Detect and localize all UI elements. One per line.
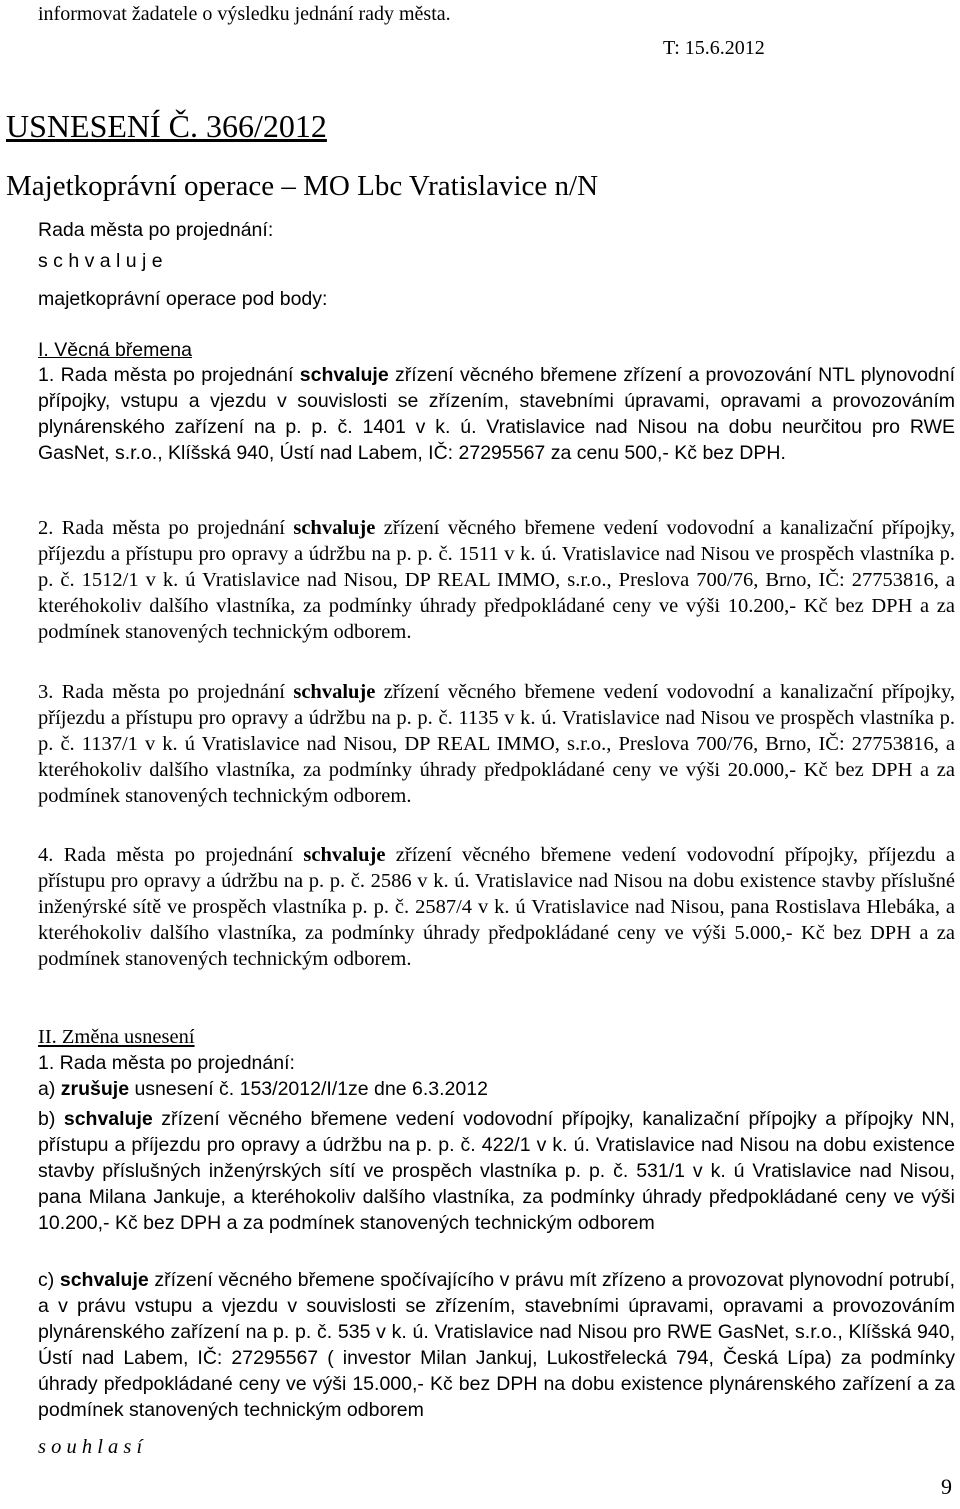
section1-heading: I. Věcná břemena: [38, 339, 192, 361]
clause-body: usnesení č. 153/2012/I/1ze dne 6.3.2012: [129, 1078, 488, 1100]
item-num: 1.: [38, 364, 55, 386]
item-num: 4.: [38, 844, 54, 866]
item-num: 3.: [38, 681, 54, 703]
item-verb: schvaluje: [303, 844, 386, 866]
item-pre: Rada města po projednání: [61, 517, 294, 539]
approves-verb: s c h v a l u j e: [38, 250, 163, 272]
item-pre: Rada města po projednání: [63, 844, 304, 866]
item-body: zřízení věcného břemene vedení vodovodní a kanalizační přípojky, příjezdu a přístupu pro opravy a údržbu na p. p. č. 1511 v k. ú. Vratislavice nad Nisou ve prospěch vlastníka p. p. č. 1512/1 v k. ú Vratislavice nad Nisou, DP REAL IMMO, s.r.o., Preslova 700/76, Brno, IČ: 27753816, a kteréhokoliv dalšího vlastníka, za podmínky úhrady předpokládané ceny ve výši 10.200,- Kč bez DPH a za podmínek stanovených technickým odborem.: [38, 517, 955, 643]
section2-intro: 1. Rada města po projednání:: [38, 1052, 295, 1074]
page-number: 9: [941, 1474, 952, 1499]
item-2: [38, 515, 955, 645]
item-verb: schvaluje: [293, 517, 376, 539]
clause-label: c): [38, 1269, 60, 1291]
item-pre: Rada města po projednání: [60, 364, 300, 386]
clause-verb: schvaluje: [59, 1269, 149, 1291]
clause-c: [38, 1267, 955, 1423]
clause-label: b): [38, 1108, 64, 1130]
item-num: 2.: [38, 517, 54, 539]
item-verb: schvaluje: [299, 364, 389, 386]
clause-a: [38, 1076, 955, 1102]
clause-b: [38, 1106, 955, 1236]
operations-intro: majetkoprávní operace pod body:: [38, 288, 328, 310]
deadline: T: 15.6.2012: [663, 37, 765, 59]
item-4: [38, 842, 955, 972]
item-body: zřízení věcného břemene vedení vodovodní a kanalizační přípojky, příjezdu a přístupu pro opravy a údržbu na p. p. č. 1135 v k. ú. Vratislavice nad Nisou ve prospěch vlastníka p. p. č. 1137/1 v k. ú Vratislavice nad Nisou, DP REAL IMMO, s.r.o., Preslova 700/76, Brno, IČ: 27753816, a kteréhokoliv dalšího vlastníka, za podmínky úhrady předpokládané ceny ve výši 20.000,- Kč bez DPH a za podmínek stanovených technickým odborem.: [38, 681, 955, 807]
item-3: [38, 679, 955, 809]
item-1: [38, 362, 955, 466]
clause-body: zřízení věcného břemene spočívajícího v právu mít zřízeno a provozovat plynovodní potrubí, a v právu vstupu a vjezdu v souvislosti se zřízením, stavebními úpravami, opravami a provozováním plynárenského zařízení na p. p. č. 535 v k. ú. Vratislavice nad Nisou pro RWE GasNet, s.r.o., Klíšská 940, Ústí nad Labem, IČ: 27295567 ( investor Milan Jankuj, Lukostřelecká 794, Česká Lípa) za podmínky úhrady předpokládané ceny ve výši 15.000,- Kč bez DPH na dobu existence plynárenského zařízení a za podmínek stanovených technickým odborem: [38, 1269, 955, 1421]
clause-label: a): [38, 1078, 61, 1100]
clause-body: zřízení věcného břemene vedení vodovodní přípojky, kanalizační přípojky a přípojky NN, přístupu a příjezdu pro opravy a údržbu na p. p. č. 422/1 v k. ú. Vratislavice nad Nisou na dobu existence stavby příslušných inženýrských sítí ve prospěch vlastníka p. p. č. 531/1 v k. ú Vratislavice nad Nisou, pana Milana Jankuje, a kteréhokoliv dalšího vlastníka, za podmínky úhrady předpokládané ceny ve výši 10.200,- Kč bez DPH a za podmínek stanovených technickým odborem: [38, 1108, 955, 1234]
item-body: zřízení věcného břemene zřízení a provozování NTL plynovodní přípojky, vstupu a vjezdu v souvislosti se zřízením, stavebními úpravami, opravami a provozováním plynárenského zařízení na p. p. č. 1401 v k. ú. Vratislavice nad Nisou na dobu neurčitou pro RWE GasNet, s.r.o., Klíšská 940, Ústí nad Labem, IČ: 27295567 za cenu 500,- Kč bez DPH.: [38, 364, 955, 464]
resolution-number: USNESENÍ Č. 366/2012: [6, 108, 327, 144]
top-line: informovat žadatele o výsledku jednání rady města.: [38, 3, 451, 25]
council-intro: Rada města po projednání:: [38, 219, 274, 241]
item-pre: Rada města po projednání: [61, 681, 294, 703]
item-body: zřízení věcného břemene vedení vodovodní přípojky, příjezdu a přístupu pro opravy a údržbu na p. p. č. 2586 v k. ú. Vratislavice nad Nisou na dobu existence stavby příslušné inženýrské sítě ve prospěch vlastníka p. p. č. 2587/4 v k. ú Vratislavice nad Nisou, pana Rostislava Hlebáka, a kteréhokoliv dalšího vlastníka, za podmínky úhrady předpokládané ceny ve výši 5.000,- Kč bez DPH a za podmínek stanovených technickým odborem.: [38, 844, 956, 970]
resolution-subject: Majetkoprávní operace – MO Lbc Vratislavice n/N: [6, 170, 599, 202]
clause-verb: schvaluje: [63, 1108, 153, 1130]
section2-heading: II. Změna usnesení: [38, 1026, 195, 1048]
consent-verb: s o u h l a s í: [38, 1436, 143, 1458]
clause-verb: zrušuje: [60, 1078, 130, 1100]
item-verb: schvaluje: [293, 681, 376, 703]
